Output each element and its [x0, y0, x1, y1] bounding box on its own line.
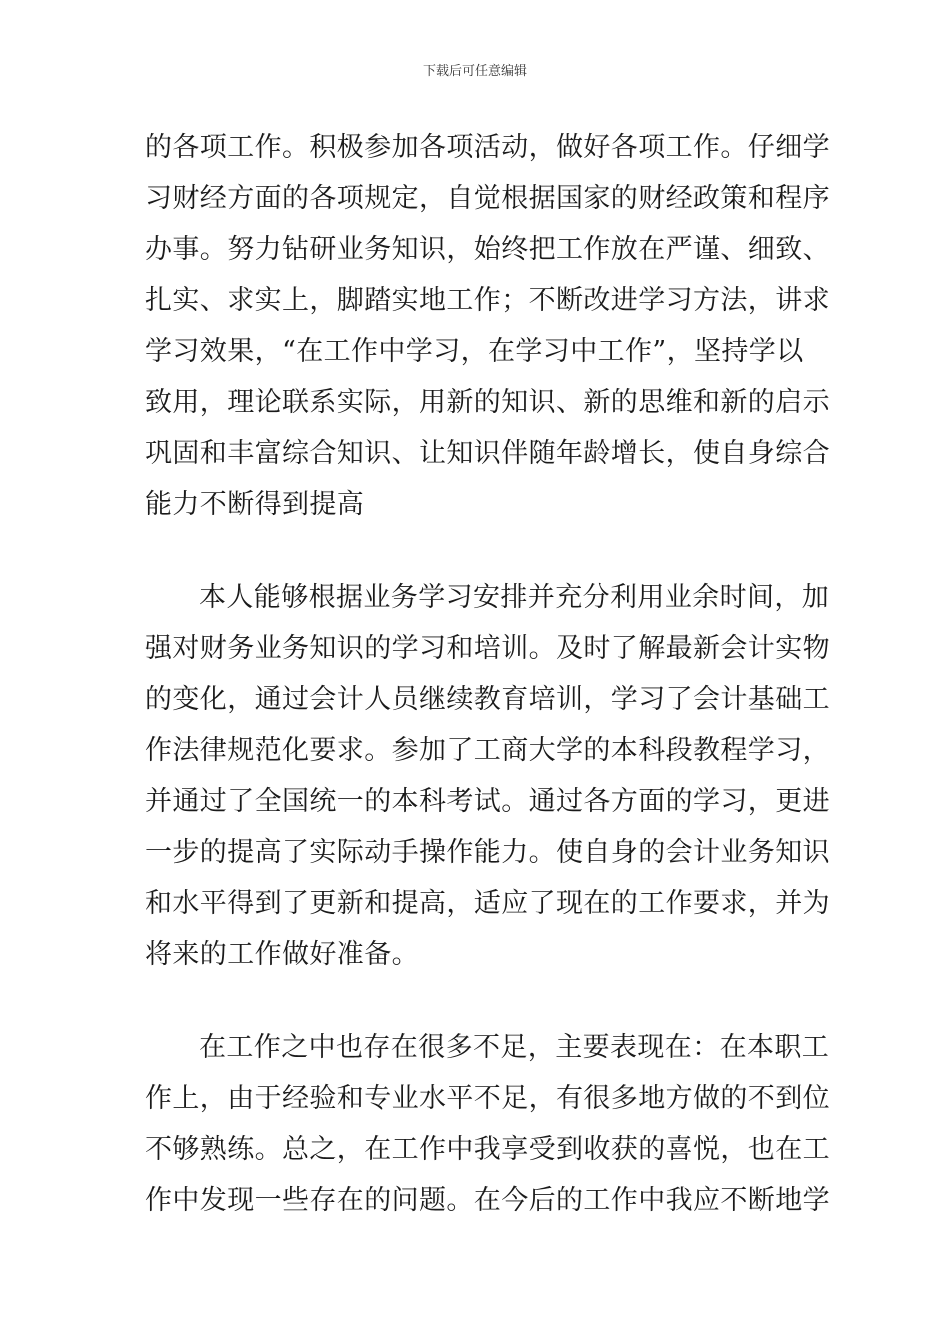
- text-line: 将来的工作做好准备。: [145, 939, 419, 970]
- text-line: 的各项工作。积极参加各项活动，做好各项工作。仔细学: [145, 132, 830, 163]
- text-line: 能力不断得到提高: [145, 489, 365, 520]
- text-line: 巩固和丰富综合知识、让知识伴随年龄增长，使自身综合: [145, 438, 830, 469]
- paragraph-1: [145, 122, 830, 530]
- document-body: [145, 122, 830, 1226]
- text-line: 办事。努力钻研业务知识，始终把工作放在严谨、细致、: [145, 234, 830, 265]
- text-line: 在工作之中也存在很多不足，主要表现在：在本职工: [199, 1032, 830, 1063]
- text-line: 作中发现一些存在的问题。在今后的工作中我应不断地学: [145, 1185, 830, 1216]
- paragraph-3: [145, 1022, 830, 1226]
- text-line: 作法律规范化要求。参加了工商大学的本科段教程学习，: [145, 735, 830, 766]
- text-line: 作上，由于经验和专业水平不足，有很多地方做的不到位: [145, 1083, 830, 1114]
- text-line: 扎实、求实上，脚踏实地工作；不断改进学习方法，讲求: [145, 285, 830, 316]
- text-line: 学习效果，“在工作中学习，在学习中工作”，坚持学以: [145, 336, 804, 367]
- text-line: 致用，理论联系实际，用新的知识、新的思维和新的启示: [145, 387, 830, 418]
- text-line: 的变化，通过会计人员继续教育培训，学习了会计基础工: [145, 684, 830, 715]
- paragraph-spacer: [145, 530, 809, 572]
- text-line: 习财经方面的各项规定，自觉根据国家的财经政策和程序: [145, 183, 830, 214]
- text-line: 并通过了全国统一的本科考试。通过各方面的学习，更进: [145, 786, 830, 817]
- page-header: 下载后可任意编辑: [422, 64, 527, 79]
- text-line: 本人能够根据业务学习安排并充分利用业余时间，加: [199, 582, 830, 613]
- paragraph-2: [145, 572, 830, 980]
- text-line: 强对财务业务知识的学习和培训。及时了解最新会计实物: [145, 633, 830, 664]
- paragraph-spacer: [145, 980, 809, 1022]
- text-line: 不够熟练。总之，在工作中我享受到收获的喜悦，也在工: [145, 1134, 830, 1165]
- text-line: 和水平得到了更新和提高，适应了现在的工作要求，并为: [145, 888, 830, 919]
- text-line: 一步的提高了实际动手操作能力。使自身的会计业务知识: [145, 837, 830, 868]
